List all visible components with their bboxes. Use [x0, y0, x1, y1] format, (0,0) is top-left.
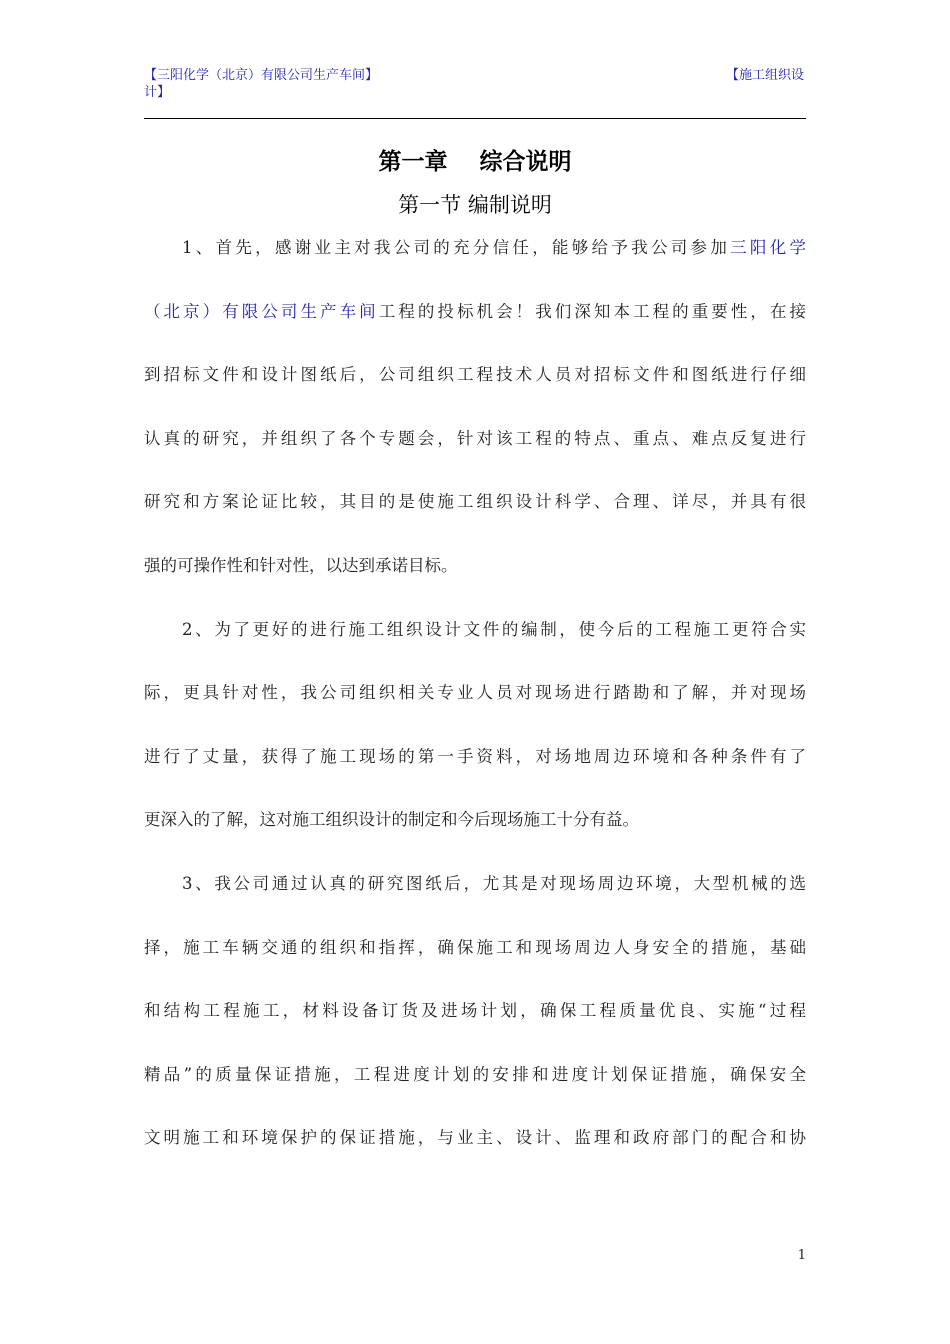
paragraph-line: 强的可操作性和针对性，以达到承诺目标。 [144, 555, 458, 575]
header-left [144, 67, 744, 101]
paragraph-line: 择，施工车辆交通的组织和指挥，确保施工和现场周边人身安全的措施，基础 [144, 937, 806, 957]
chapter-title: 第一章 综合说明 [378, 149, 572, 175]
paragraph-line: 2、为了更好的进行施工组织设计文件的编制，使今后的工程施工更符合实 [182, 619, 806, 639]
header-right: 【施工组织设 [722, 67, 804, 84]
header-rule [144, 118, 806, 119]
project-name-highlight: （北京）有限公司生产车间 [144, 301, 379, 321]
paragraph-line: 认真的研究，并组织了各个专题会，针对该工程的特点、重点、难点反复进行 [144, 428, 806, 448]
project-name-highlight: 三阳化学 [730, 238, 807, 257]
paragraph-line: 到招标文件和设计图纸后，公司组织工程技术人员对招标文件和图纸进行仔细 [144, 365, 806, 385]
text-run: 工程的投标机会！我们深知本工程的重要性，在接 [378, 301, 807, 321]
paragraph-line: 文明施工和环境保护的保证措施，与业主、设计、监理和政府部门的配合和协 [144, 1128, 806, 1148]
header-left-line2: 计】 [144, 85, 171, 100]
header-left-line1: 【三阳化学（北京）有限公司生产车间】 [144, 68, 379, 83]
paragraph-line [144, 294, 806, 358]
text-run: 1、首先，感谢业主对我公司的充分信任，能够给予我公司参加 [182, 238, 731, 257]
paragraph-line: 研究和方案论证比较，其目的是使施工组织设计科学、合理、详尽，并具有很 [144, 492, 806, 512]
paragraph-line [144, 230, 806, 294]
paragraph-line: 和结构工程施工，材料设备订货及进场计划，确保工程质量优良、实施“过程 [144, 1001, 806, 1021]
body-text [144, 230, 806, 1184]
paragraph-line: 精品”的质量保证措施，工程进度计划的安排和进度计划保证措施，确保安全 [144, 1064, 806, 1084]
section-title: 第一节 编制说明 [398, 193, 552, 217]
paragraph-line: 更深入的了解，这对施工组织设计的制定和今后现场施工十分有益。 [144, 810, 639, 830]
paragraph-line: 际，更具针对性，我公司组织相关专业人员对现场进行踏勘和了解，并对现场 [144, 683, 806, 703]
page-number: 1 [797, 1248, 806, 1263]
paragraph-line: 进行了丈量，获得了施工现场的第一手资料，对场地周边环境和各种条件有了 [144, 746, 806, 766]
paragraph-line: 3、我公司通过认真的研究图纸后，尤其是对现场周边环境，大型机械的选 [182, 873, 806, 893]
